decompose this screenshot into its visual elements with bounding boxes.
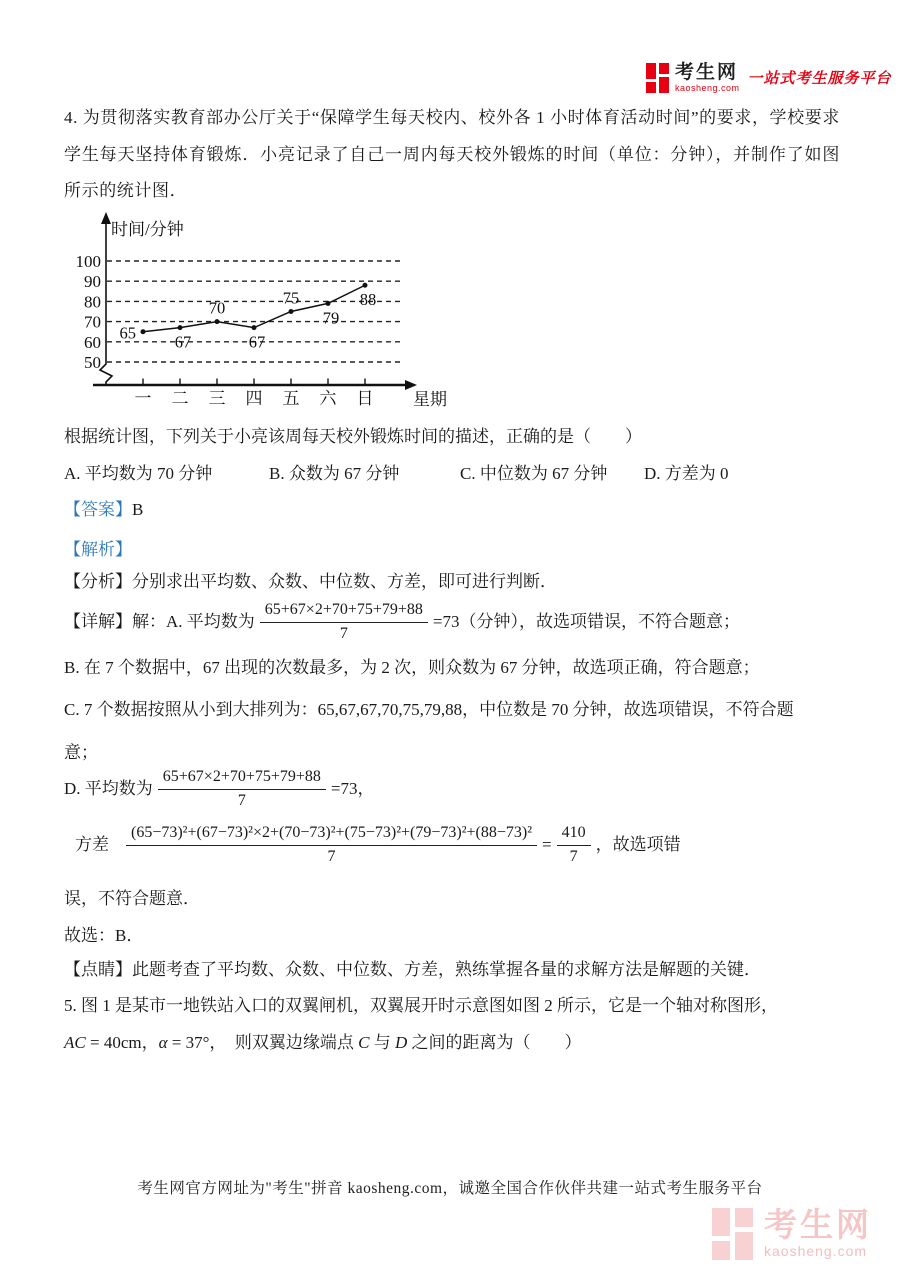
svg-text:90: 90 [84, 272, 101, 292]
explain-d-prefix: D. 平均数为 [64, 779, 153, 798]
fenxi-text: 分别求出平均数、众数、中位数、方差，即可进行判断． [132, 572, 557, 591]
answer-label: 【答案】 [64, 500, 132, 519]
option-b-text: 众数为 67 分钟 [288, 464, 400, 483]
fraction-denominator: 7 [327, 847, 336, 865]
svg-text:65: 65 [119, 323, 136, 343]
xiangjie-label: 【详解】 [64, 612, 132, 631]
math-AC: AC [64, 1033, 86, 1052]
xiangjie-prefix: 解：A. 平均数为 [132, 612, 255, 631]
watermark-logo-icon [712, 1205, 756, 1263]
svg-text:五: 五 [282, 389, 300, 408]
question5-line2 [64, 1030, 582, 1056]
question4-stem: 4. 为贯彻落实教育部办公厅关于“保障学生每天校内、校外各 1 小时体育活动时间”的要求，学校要求学生每天坚持体育锻炼．小亮记录了自己一周内每天校外锻炼的时间（单位：分钟），并制作了如图所示的统计图． [64, 108, 840, 200]
logo-brand: 考生网 [675, 61, 739, 83]
option-d-label: D. [644, 464, 665, 483]
logo-text [675, 63, 740, 93]
q5-text-end: 之间的距离为（ ） [407, 1033, 582, 1052]
watermark-logo [712, 1205, 872, 1263]
fraction-numerator: (65−73)²+(67−73)²×2+(70−73)²+(75−73)²+(79−73)²+(88−73)² [126, 823, 537, 846]
option-a-text: 平均数为 70 分钟 [84, 464, 213, 483]
conclusion-line: 故选：B． [64, 926, 144, 945]
svg-text:三: 三 [208, 389, 226, 408]
option-a [64, 461, 212, 487]
svg-text:一: 一 [134, 389, 152, 408]
math-eq2: = 37°， [167, 1033, 235, 1052]
analysis-label: 【解析】 [64, 540, 132, 559]
option-d [644, 461, 729, 487]
svg-text:75: 75 [282, 288, 300, 308]
svg-text:70: 70 [208, 298, 226, 318]
fraction-numerator: 65+67×2+70+75+79+88 [260, 600, 428, 623]
svg-text:80: 80 [84, 292, 101, 312]
math-eq1: = 40cm， [85, 1033, 159, 1052]
explain-d-line [64, 763, 375, 815]
svg-text:88: 88 [359, 290, 377, 310]
svg-text:70: 70 [84, 312, 101, 332]
option-d-text: 方差为 0 [664, 464, 729, 483]
kaosheng-logo-icon [646, 61, 670, 94]
dianjing-label: 【点睛】 [64, 960, 132, 979]
question4-prompt: 根据统计图，下列关于小亮该周每天校外锻炼时间的描述，正确的是（ ） [64, 427, 642, 446]
q5-text-mid: 则双翼边缘端点 [234, 1033, 359, 1052]
svg-text:79: 79 [322, 308, 340, 328]
svg-text:60: 60 [84, 332, 101, 352]
watermark-brand: 考生网 [764, 1206, 872, 1243]
site-logo [646, 61, 892, 94]
exercise-line-chart [73, 208, 453, 413]
xiangjie-suffix: =73（分钟），故选项错误，不符合题意； [432, 612, 741, 631]
svg-text:时间/分钟: 时间/分钟 [111, 220, 184, 239]
svg-text:67: 67 [248, 332, 266, 352]
logo-tagline: 一站式考生服务平台 [747, 71, 892, 87]
footer-text: 考生网官方网址为"考生"拼音 kaosheng.com，诚邀全国合作伙伴共建一站式考生服务平台 [137, 1180, 763, 1197]
xiangjie-line [64, 596, 740, 648]
variance-line [75, 816, 681, 874]
answer-line [64, 497, 143, 523]
fraction-numerator: 410 [557, 823, 591, 846]
svg-text:六: 六 [319, 389, 337, 408]
fraction-denominator: 7 [339, 624, 348, 642]
svg-text:日: 日 [356, 389, 374, 408]
option-b-label: B. [269, 464, 289, 483]
logo-domain: kaosheng.com [675, 82, 740, 93]
mean-fraction [260, 600, 428, 645]
svg-text:星期: 星期 [413, 390, 447, 409]
variance-label: 方差 [75, 835, 109, 854]
math-D: D [395, 1033, 408, 1052]
svg-text:100: 100 [75, 252, 101, 271]
option-b [269, 461, 399, 487]
variance-suffix: ，故选项错 [595, 835, 681, 854]
variance-equals: = [542, 835, 552, 854]
svg-text:50: 50 [84, 353, 101, 372]
dianjing-text: 此题考查了平均数、众数、中位数、方差，熟练掌握各量的求解方法是解题的关键． [132, 960, 761, 979]
watermark-text [764, 1208, 872, 1260]
math-alpha: α [158, 1033, 168, 1052]
explain-b-line: B. 在 7 个数据中，67 出现的次数最多，为 2 次，则众数为 67 分钟，故选项正确，符合题意； [64, 658, 760, 677]
option-a-label: A. [64, 464, 85, 483]
mean-fraction-2 [158, 767, 326, 812]
line-chart-svg [73, 208, 453, 413]
variance-result-fraction [557, 823, 591, 868]
svg-text:二: 二 [171, 389, 189, 408]
fenxi-label: 【分析】 [64, 572, 132, 591]
option-c [460, 461, 607, 487]
explain-c-line: C. 7 个数据按照从小到大排列为：65,67,67,70,75,79,88，中位数是 70 分钟，故选项错误，不符合题 [64, 700, 794, 719]
fraction-denominator: 7 [569, 847, 578, 865]
variance-fraction [126, 823, 537, 868]
dianjing-line [64, 957, 761, 983]
svg-text:67: 67 [174, 332, 192, 352]
option-c-label: C. [460, 464, 480, 483]
fraction-denominator: 7 [237, 791, 246, 809]
answer-value: B [132, 500, 144, 519]
math-C: C [358, 1033, 370, 1052]
explain-d-suffix: =73， [330, 779, 375, 798]
explain-c-wrap: 意； [64, 743, 98, 762]
fenxi-line [64, 569, 557, 595]
watermark-domain: kaosheng.com [764, 1243, 868, 1259]
fraction-numerator: 65+67×2+70+75+79+88 [158, 767, 326, 790]
question5-line1: 5. 图 1 是某市一地铁站入口的双翼闸机，双翼展开时示意图如图 2 所示，它是一个轴对称图形， [64, 996, 778, 1015]
svg-text:四: 四 [245, 389, 263, 408]
variance-wrap-line: 误，不符合题意． [64, 889, 200, 908]
q5-text-and: 与 [369, 1033, 396, 1052]
option-c-text: 中位数为 67 分钟 [479, 464, 608, 483]
